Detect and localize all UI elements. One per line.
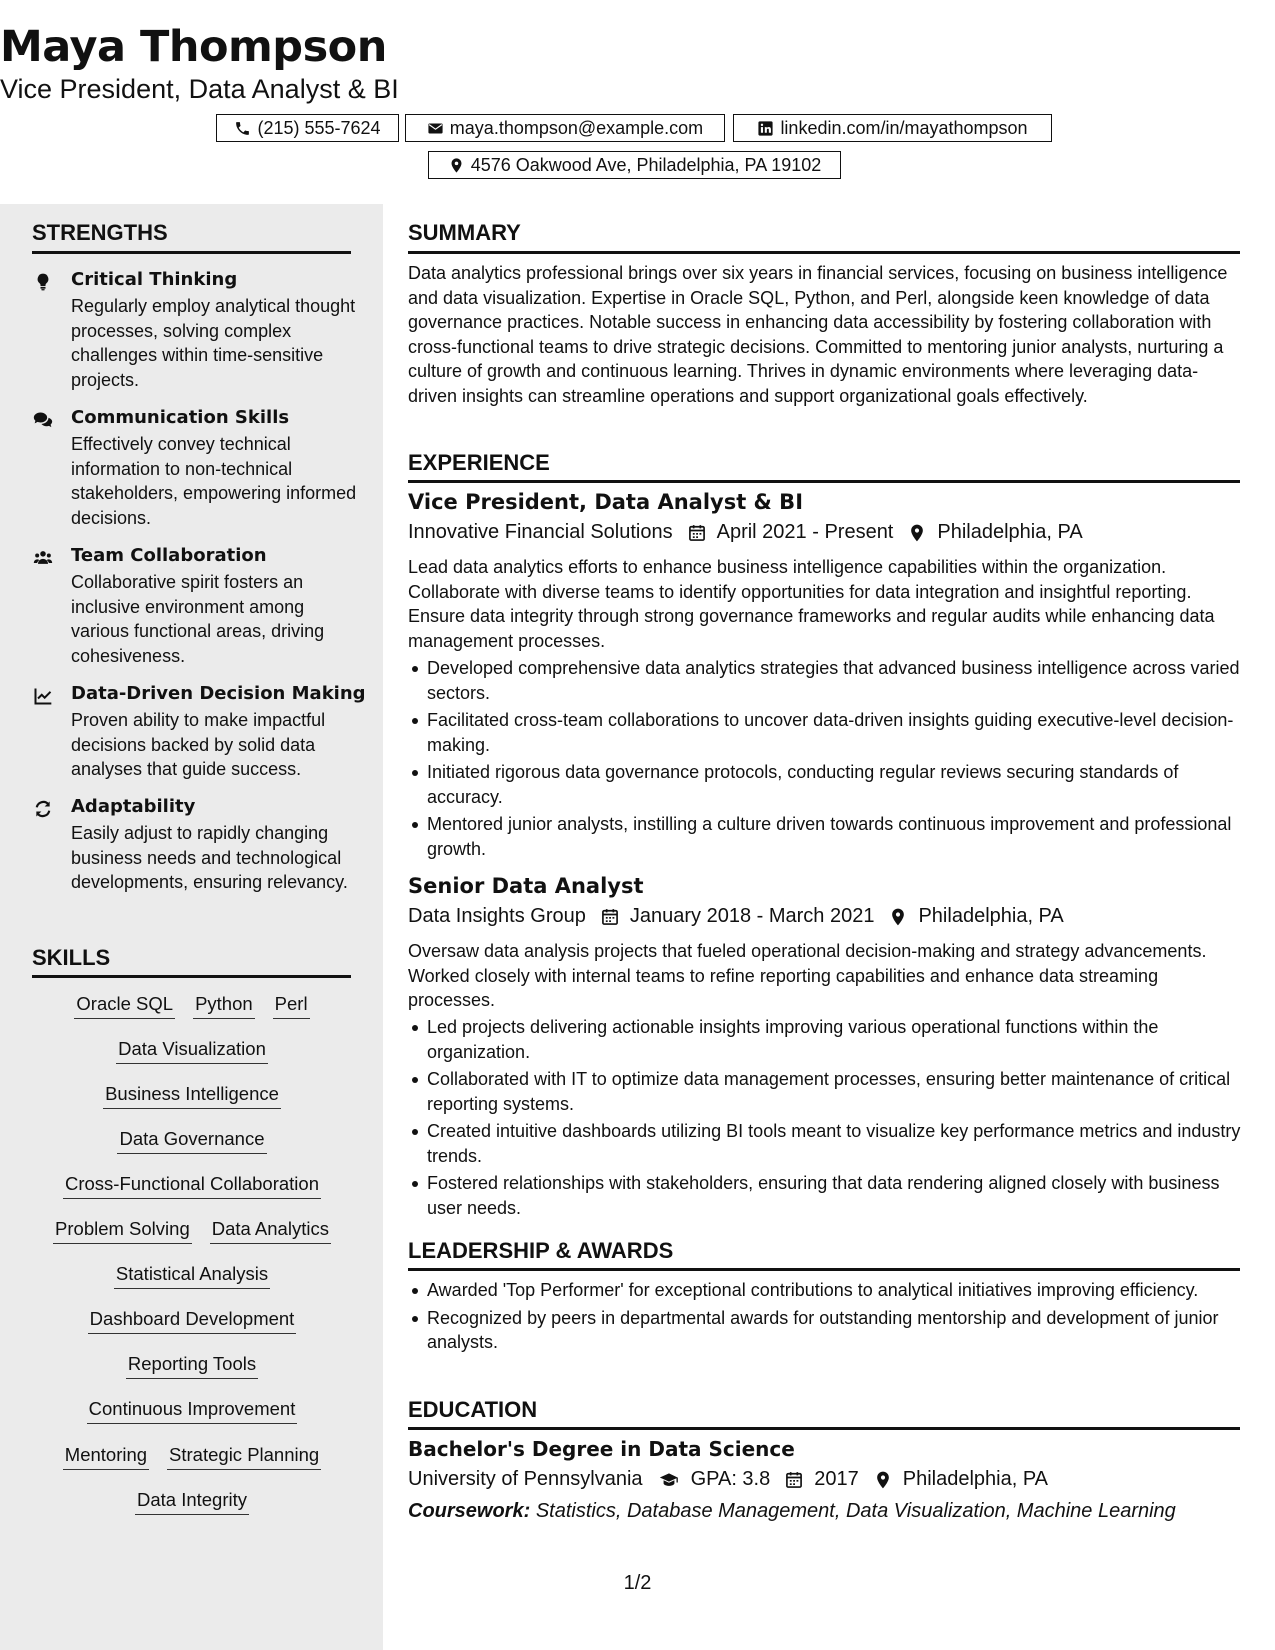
job-company: Innovative Financial Solutions	[408, 521, 673, 543]
job-location: Philadelphia, PA	[918, 905, 1064, 927]
strength-title: Critical Thinking	[71, 269, 238, 290]
list-item: Awarded 'Top Performer' for exceptional contributions to analytical initiatives improving efficiency.	[427, 1278, 1244, 1303]
list-item: Fostered relationships with stakeholders, ensuring that data rendering aligned closely with business user needs.	[427, 1171, 1244, 1220]
skill-tag: Business Intelligence	[103, 1083, 281, 1109]
experience-heading: EXPERIENCE	[408, 450, 550, 475]
skill-tag: Data Governance	[117, 1128, 266, 1154]
job-location: Philadelphia, PA	[937, 521, 1083, 543]
phone-contact[interactable]	[216, 114, 399, 142]
skill-tag: Strategic Planning	[167, 1444, 321, 1470]
envelope-icon	[427, 120, 444, 137]
skill-tag: Data Visualization	[116, 1038, 268, 1064]
strength-desc: Effectively convey technical information to non-technical stakeholders, empowering informed decisions.	[71, 434, 357, 528]
lightbulb-icon	[32, 272, 54, 292]
linkedin-contact[interactable]	[733, 114, 1052, 142]
job-title: Vice President, Data Analyst & BI	[408, 490, 804, 514]
job-meta	[408, 521, 1083, 544]
list-item: Created intuitive dashboards utilizing BI tools meant to visualize key performance metrics and industry trends.	[427, 1119, 1244, 1168]
calendar-icon	[687, 523, 707, 543]
strength-title: Adaptability	[71, 796, 196, 817]
skill-tag: Dashboard Development	[88, 1308, 297, 1334]
strengths-rule	[32, 251, 351, 254]
graduation-cap-icon	[657, 1470, 681, 1490]
list-item: Initiated rigorous data governance protocols, conducting regular reviews securing standards of accuracy.	[427, 760, 1244, 809]
address-contact	[428, 151, 841, 179]
linkedin-text: linkedin.com/in/mayathompson	[780, 117, 1028, 138]
address-text: 4576 Oakwood Ave, Philadelphia, PA 19102	[470, 154, 822, 175]
skill-tag: Reporting Tools	[126, 1353, 258, 1379]
job-title: Senior Data Analyst	[408, 874, 644, 898]
summary-rule	[408, 251, 1240, 254]
map-marker-icon	[873, 1470, 893, 1490]
page-number: 1/2	[623, 1572, 652, 1594]
education-rule	[408, 1427, 1240, 1430]
skill-tag: Data Analytics	[210, 1218, 331, 1244]
calendar-icon	[784, 1470, 804, 1490]
skills-rule	[32, 975, 351, 978]
skills-row	[32, 1038, 352, 1064]
coursework-label: Coursework:	[408, 1500, 531, 1522]
school-name: University of Pennsylvania	[408, 1468, 643, 1490]
degree-title: Bachelor's Degree in Data Science	[408, 1437, 795, 1461]
skills-row	[32, 1308, 352, 1334]
school-location: Philadelphia, PA	[902, 1468, 1049, 1490]
leadership-heading: LEADERSHIP & AWARDS	[408, 1238, 674, 1263]
list-item: Led projects delivering actionable insights improving various operational functions within the organization.	[427, 1015, 1244, 1064]
skills-row	[32, 1218, 352, 1244]
job-dates: January 2018 - March 2021	[629, 905, 875, 927]
skills-row	[32, 1083, 352, 1109]
strength-desc: Easily adjust to rapidly changing business needs and technological developments, ensuring relevancy.	[71, 823, 348, 892]
candidate-title: Vice President, Data Analyst & BI	[0, 74, 399, 104]
strength-title: Communication Skills	[71, 407, 290, 428]
gpa-text: GPA: 3.8	[690, 1468, 771, 1490]
calendar-icon	[600, 907, 620, 927]
job-bullets	[408, 1015, 1244, 1223]
list-item: Developed comprehensive data analytics strategies that advanced business intelligence across varied sectors.	[427, 656, 1244, 705]
job-company: Data Insights Group	[408, 905, 586, 927]
summary-heading: SUMMARY	[408, 220, 521, 245]
skills-row	[32, 1263, 352, 1289]
education-heading: EDUCATION	[408, 1397, 538, 1422]
strength-desc: Collaborative spirit fosters an inclusive environment among various functional areas, driving cohesiveness.	[71, 572, 325, 666]
skill-tag: Cross-Functional Collaboration	[63, 1173, 321, 1199]
list-item: Recognized by peers in departmental awards for outstanding mentorship and development of junior analysts.	[427, 1306, 1244, 1355]
job-bullets	[408, 656, 1244, 864]
graduation-year: 2017	[814, 1468, 859, 1490]
strength-title: Team Collaboration	[71, 545, 267, 566]
strengths-heading: STRENGTHS	[32, 220, 168, 245]
skills-row	[32, 993, 352, 1019]
skills-row	[32, 1444, 352, 1470]
map-marker-icon	[448, 157, 465, 174]
email-text: maya.thompson@example.com	[449, 117, 704, 138]
skill-tag: Mentoring	[63, 1444, 149, 1470]
strength-title: Data-Driven Decision Making	[71, 683, 366, 704]
leadership-bullets	[408, 1278, 1244, 1358]
skills-row	[32, 1398, 352, 1424]
skill-tag: Statistical Analysis	[114, 1263, 270, 1289]
phone-text: (215) 555-7624	[257, 117, 381, 138]
users-icon	[32, 548, 54, 568]
list-item: Collaborated with IT to optimize data management processes, ensuring better maintenance of critical reporting systems.	[427, 1067, 1244, 1116]
comments-icon	[32, 410, 54, 430]
skill-tag: Oracle SQL	[74, 993, 175, 1019]
coursework	[408, 1500, 1176, 1523]
list-item: Mentored junior analysts, instilling a culture driven towards continuous improvement and professional growth.	[427, 812, 1244, 861]
leadership-rule	[408, 1268, 1240, 1271]
skills-row	[32, 1489, 352, 1515]
job-description: Lead data analytics efforts to enhance business intelligence capabilities within the organization. Collaborate with diverse teams to identify opportunities for data integration and insightful reporting. Ensure data integrity through strong governance frameworks and regular audits while enhancing data management processes.	[408, 557, 1215, 651]
phone-icon	[234, 120, 251, 137]
skill-tag: Perl	[273, 993, 310, 1019]
summary-text: Data analytics professional brings over six years in financial services, focusing on business intelligence and data visualization. Expertise in Oracle SQL, Python, and Perl, alongside keen knowledge of data governance practices. Notable success in enhancing data accessibility by fostering collaboration with cross-functional teams to drive strategic decisions. Committed to mentoring junior analysts, nurturing a culture of growth and continuous learning. Thrives in dynamic environments where leveraging data-driven insights can streamline operations and support organizational goals effectively.	[408, 263, 1228, 406]
map-marker-icon	[907, 523, 927, 543]
job-meta	[408, 905, 1064, 928]
sync-icon	[32, 799, 54, 819]
skill-tag: Problem Solving	[53, 1218, 192, 1244]
skill-tag: Continuous Improvement	[87, 1398, 298, 1424]
strength-desc: Regularly employ analytical thought processes, solving complex challenges within time-sensitive projects.	[71, 296, 356, 390]
job-description: Oversaw data analysis projects that fueled operational decision-making and strategy advancements. Worked closely with internal teams to refine reporting capabilities and enhance data streaming processes.	[408, 941, 1207, 1010]
skill-tag: Python	[193, 993, 255, 1019]
map-marker-icon	[888, 907, 908, 927]
skills-row	[32, 1173, 352, 1199]
skills-row	[32, 1128, 352, 1154]
skills-row	[32, 1353, 352, 1379]
coursework-text: Statistics, Database Management, Data Visualization, Machine Learning	[535, 1500, 1176, 1522]
linkedin-icon	[757, 120, 774, 137]
job-dates: April 2021 - Present	[716, 521, 894, 543]
candidate-name: Maya Thompson	[0, 22, 387, 72]
skills-heading: SKILLS	[32, 945, 111, 970]
strength-desc: Proven ability to make impactful decisions backed by solid data analyses that guide success.	[71, 710, 326, 779]
experience-rule	[408, 480, 1240, 483]
education-meta	[408, 1468, 1048, 1491]
chart-line-icon	[32, 686, 54, 706]
list-item: Facilitated cross-team collaborations to uncover data-driven insights guiding executive-level decision-making.	[427, 708, 1244, 757]
email-contact[interactable]	[405, 114, 725, 142]
skill-tag: Data Integrity	[135, 1489, 249, 1515]
